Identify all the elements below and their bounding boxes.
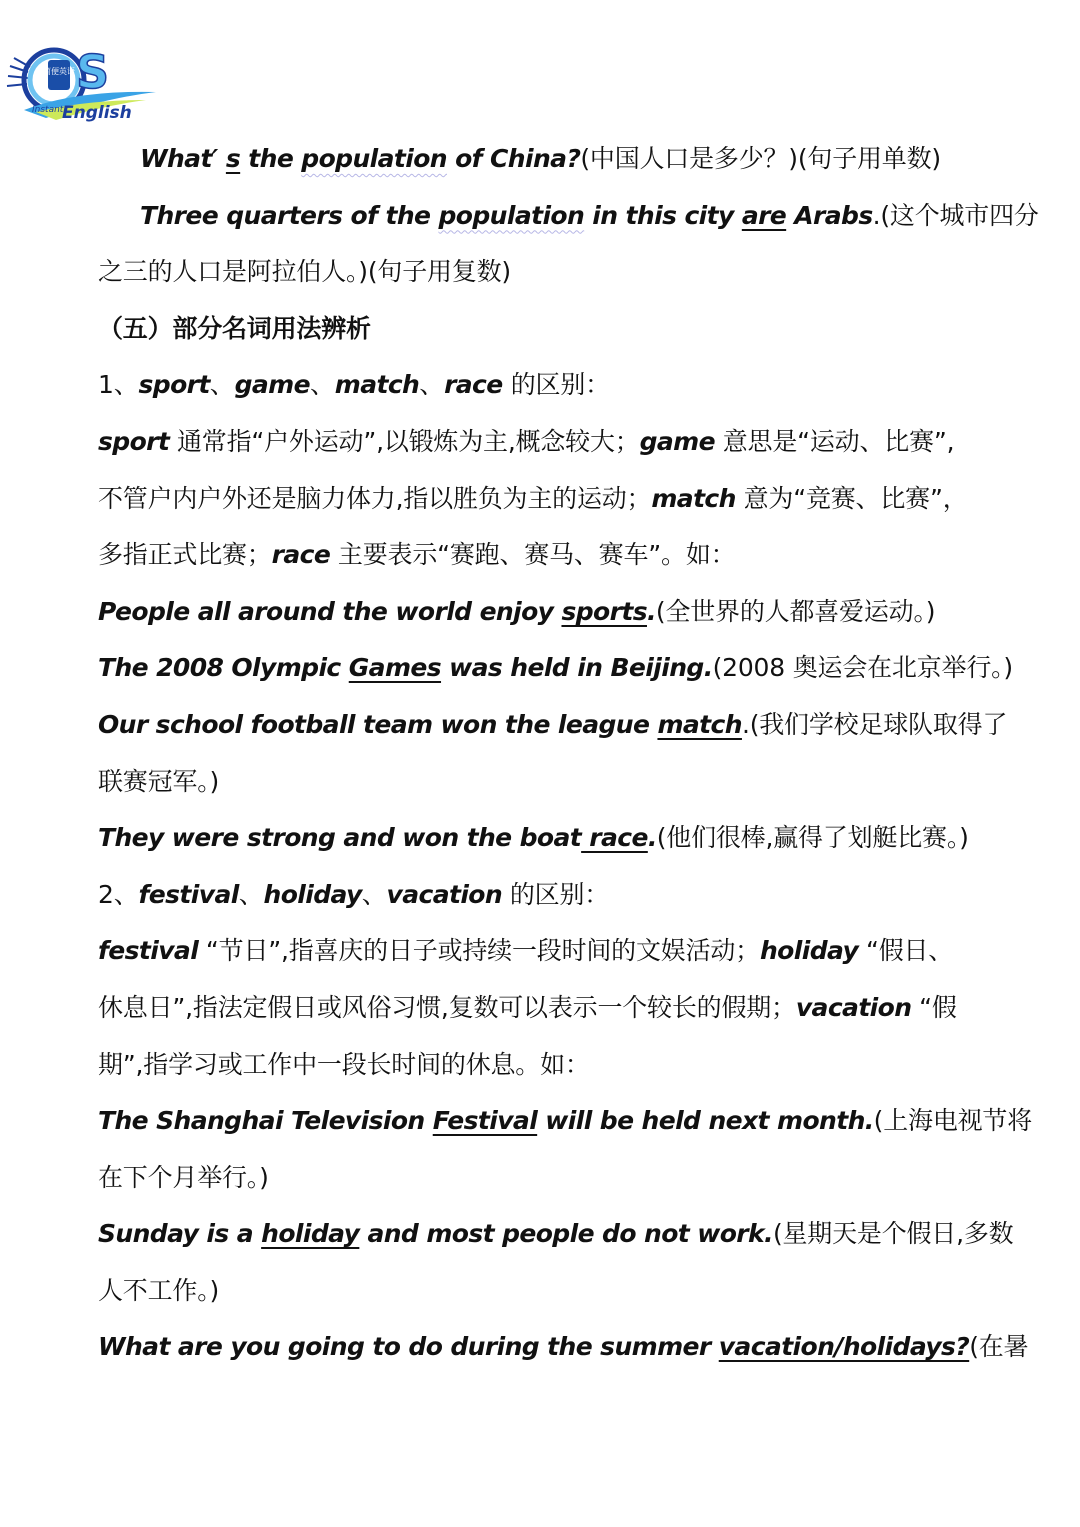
- english-text: .: [647, 823, 657, 853]
- chinese-text: (中国人口是多少？)(句子用单数): [580, 144, 941, 173]
- text-line: [98, 1263, 998, 1320]
- english-text: The 2008 Olympic: [98, 653, 349, 683]
- english-text: Three quarters of the: [140, 200, 439, 230]
- text-line: [98, 1093, 1033, 1150]
- chinese-text: (星期天是个假日,多数: [772, 1219, 1014, 1249]
- english-text: Games: [348, 653, 442, 683]
- english-text: match: [657, 709, 742, 739]
- text-line: [98, 697, 1008, 754]
- english-text: Festival: [432, 1106, 538, 1136]
- text-line: [98, 640, 1013, 697]
- text-line: [98, 754, 998, 811]
- chinese-text: 意思是“运动、比赛”,: [714, 426, 955, 456]
- chinese-text: 、: [209, 370, 235, 400]
- chinese-text: 的区别：: [502, 879, 610, 909]
- english-text: festival: [98, 936, 199, 966]
- english-text: vacation: [795, 992, 912, 1022]
- chinese-text: 期”,指学习或工作中一段长时间的休息。如：: [98, 1049, 590, 1079]
- chinese-text: (2008 奥运会在北京举行。): [712, 653, 1013, 683]
- english-text: What′: [140, 144, 226, 173]
- text-line: [98, 188, 1039, 245]
- text-line: [98, 1037, 998, 1094]
- text-line: [98, 357, 998, 414]
- english-text: Our school football team won the league: [98, 709, 658, 739]
- chinese-text: 、: [309, 370, 335, 400]
- chinese-text: 在下个月举行。): [98, 1162, 269, 1192]
- chinese-text: 人不工作。): [98, 1275, 220, 1305]
- logo-brand-text: English: [62, 103, 132, 123]
- english-text: sport: [138, 370, 210, 400]
- english-text: The Shanghai Television: [98, 1106, 433, 1136]
- text-line: [98, 980, 998, 1037]
- english-text: the: [240, 144, 302, 173]
- text-line: [98, 867, 998, 924]
- english-text: race: [444, 370, 511, 400]
- instant-english-logo: [6, 40, 158, 126]
- english-text: What are you going to do during the summer: [98, 1332, 719, 1362]
- text-line: [98, 527, 998, 584]
- english-text: race: [581, 823, 648, 853]
- chinese-text: “节日”,指喜庆的日子或持续一段时间的文娱活动；: [198, 936, 760, 966]
- chinese-text: 多指正式比赛；: [98, 540, 272, 570]
- english-text: .: [646, 596, 656, 626]
- english-text: sport: [98, 426, 170, 456]
- english-text: match: [651, 483, 736, 513]
- chinese-text: (他们很棒,赢得了划艇比赛。): [656, 823, 969, 853]
- english-text: vacation/holidays?: [718, 1332, 970, 1362]
- text-line: [98, 810, 998, 867]
- english-text: will be held next month.: [537, 1106, 874, 1136]
- chinese-text: 通常指“户外运动”,以锻炼为主,概念较大；: [169, 426, 640, 456]
- english-text: population: [301, 144, 447, 173]
- chinese-text: 的区别：: [510, 370, 610, 400]
- logo-s-letter: S: [76, 45, 110, 99]
- chinese-text: (在暑: [969, 1332, 1029, 1362]
- english-text: and most people do not work.: [359, 1219, 773, 1249]
- chinese-text: 休息日”,指法定假日或风俗习惯,复数可以表示一个较长的假期；: [98, 992, 796, 1022]
- text-line: [98, 471, 998, 528]
- english-text: holiday: [263, 879, 362, 909]
- chinese-text: .(我们学校足球队取得了: [741, 709, 1008, 739]
- english-text: was held in Beijing.: [441, 653, 713, 683]
- text-line: [98, 1319, 1029, 1376]
- english-text: are: [741, 200, 787, 230]
- text-line: [98, 584, 998, 641]
- section-heading: （五）部分名词用法辨析: [98, 313, 371, 343]
- chinese-text: 联赛冠军。): [98, 766, 220, 796]
- text-line: [98, 131, 998, 188]
- chinese-text: 之三的人口是阿拉伯人。)(句子用复数): [98, 257, 511, 287]
- logo-badge: 简便英语: [43, 67, 75, 76]
- english-text: match: [334, 370, 420, 400]
- chinese-text: (上海电视节将: [873, 1106, 1033, 1136]
- chinese-text: “假: [911, 992, 957, 1022]
- chinese-text: 、: [238, 879, 264, 909]
- english-text: of China?: [447, 144, 581, 173]
- chinese-text: 2、: [98, 879, 139, 909]
- english-text: holiday: [759, 936, 859, 966]
- chinese-text: (全世界的人都喜爱运动。): [655, 596, 936, 626]
- english-text: game: [639, 426, 715, 456]
- english-text: sports: [561, 596, 647, 626]
- chinese-text: 、: [361, 879, 387, 909]
- chinese-text: 、: [419, 370, 445, 400]
- english-text: Sunday is a: [98, 1219, 262, 1249]
- chinese-text: “假日、: [858, 936, 954, 966]
- chinese-text: 1、: [98, 370, 139, 400]
- english-text: s: [225, 144, 241, 173]
- text-line: [98, 1150, 998, 1207]
- logo-small-text: Instant: [32, 105, 64, 115]
- chinese-text: 不管户内户外还是脑力体力,指以胜负为主的运动；: [98, 483, 652, 513]
- chinese-text: 意为“竞赛、比赛”，: [735, 483, 968, 513]
- english-text: holiday: [261, 1219, 360, 1249]
- text-line: [98, 244, 998, 301]
- english-text: vacation: [386, 879, 503, 909]
- english-text: game: [234, 370, 310, 400]
- chinese-text: .(这个城市四分: [872, 200, 1039, 230]
- english-text: They were strong and won the boat: [98, 823, 582, 853]
- english-text: in this city: [584, 200, 742, 230]
- document-body: [98, 131, 1039, 1376]
- text-line: [98, 414, 998, 471]
- english-text: population: [438, 200, 585, 230]
- chinese-text: 主要表示“赛跑、赛马、赛车”。如：: [330, 540, 736, 570]
- text-line: [98, 1206, 1014, 1263]
- english-text: festival: [138, 879, 239, 909]
- text-line: [98, 923, 998, 980]
- english-text: race: [271, 540, 331, 570]
- text-line: [98, 301, 998, 358]
- english-text: Arabs: [786, 200, 873, 230]
- english-text: People all around the world enjoy: [98, 596, 562, 626]
